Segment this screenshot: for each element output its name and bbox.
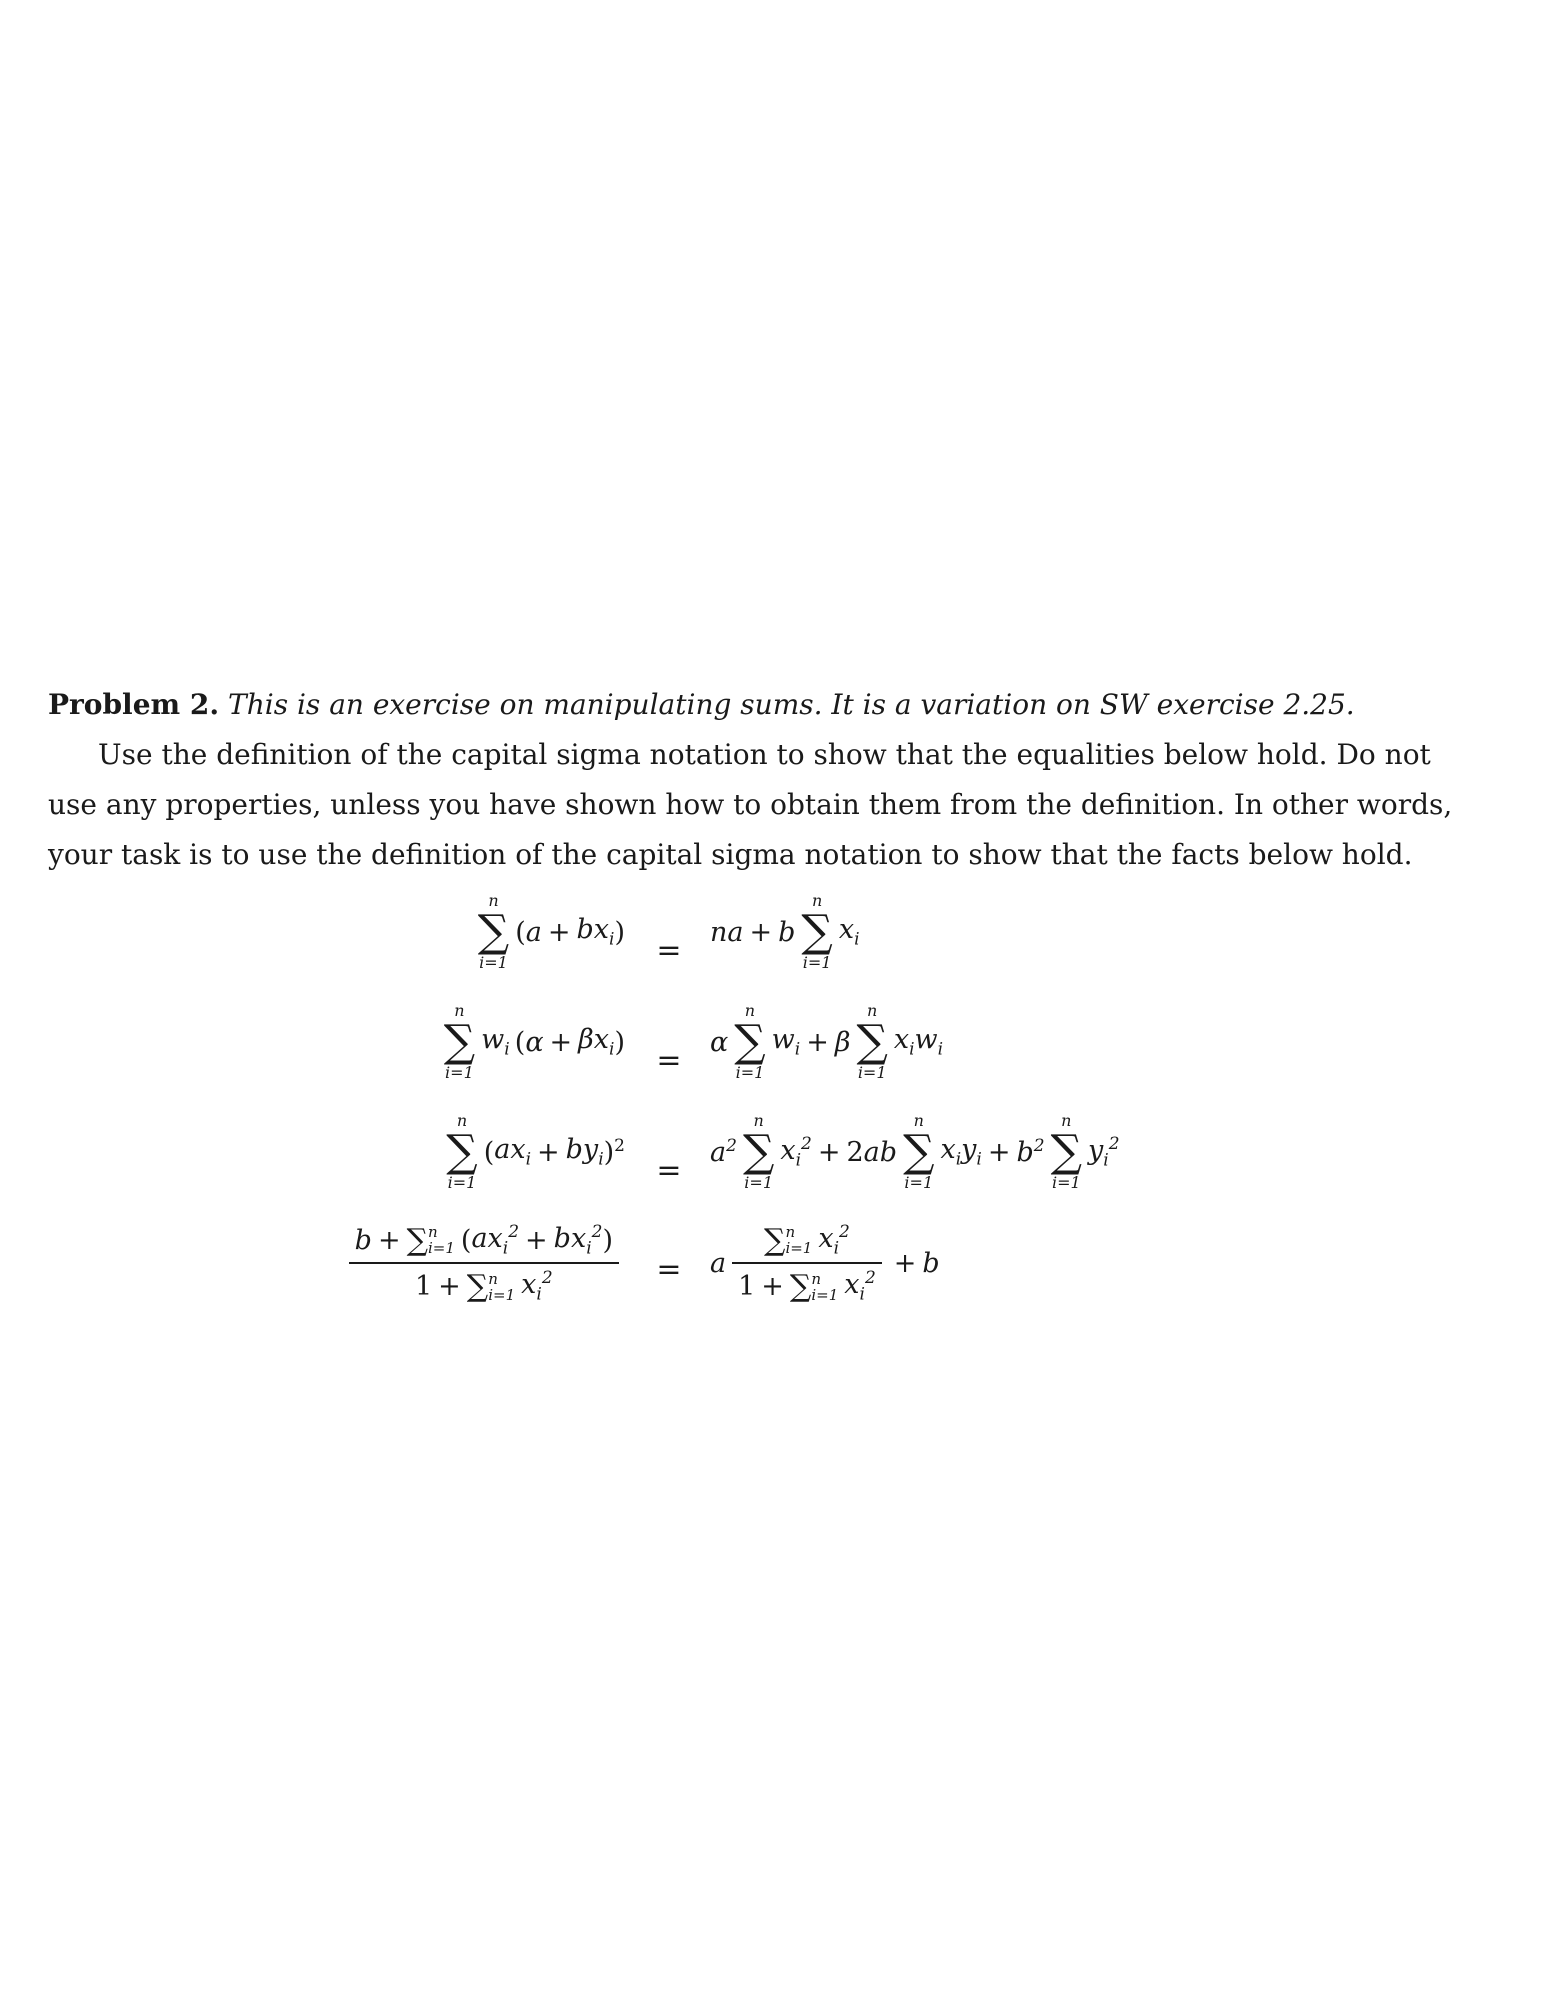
fraction: b + ∑ n i=1 ( $ax_i^2$ + $bx_i^2$ ) 1 + ∑ n i=1 $x_i^2$ bbox=[349, 1222, 619, 1305]
equation-4-rhs: a ∑ n i=1 $x_i^2$ 1 + ∑ n i=1 $x_i^2$ + b bbox=[710, 1222, 940, 1305]
equals-sign: = bbox=[656, 1043, 682, 1078]
sum-operator: n ∑ i=1 bbox=[856, 1001, 888, 1082]
sum-operator: n ∑ i=1 bbox=[742, 1111, 775, 1192]
sum-operator: n ∑ i=1 bbox=[801, 891, 833, 972]
equals-sign: = bbox=[656, 1252, 682, 1287]
equation-3-lhs: n ∑ i=1 ( $ax_i$ + $by_i$ )$^2$ bbox=[446, 1111, 625, 1192]
equation-3-rhs: $a^2$ n ∑ i=1 $x_i^2$ + 2 ab n ∑ i=1 $x_iy_i$ + $b^2$ n ∑ i=1 $y_i^2$ bbox=[710, 1111, 1120, 1192]
sum-operator: n ∑ i=1 bbox=[734, 1001, 766, 1082]
equation-1-rhs: na + b n ∑ i=1 $x_i$ bbox=[710, 891, 860, 972]
problem-label: Problem 2. bbox=[48, 688, 220, 721]
equation-2-rhs: α n ∑ i=1 $w_i$ + β n ∑ i=1 $x_iw_i$ bbox=[710, 1001, 944, 1082]
sum-operator: n ∑ i=1 bbox=[1050, 1111, 1083, 1192]
equation-4-lhs bbox=[343, 1222, 625, 1305]
problem-paragraph: Use the definition of the capital sigma notation to show that the equalities below hold. Do not use any properties, unless you have shown how to obtain them from the definition. In other words, your task is to use the definition of the capital sigma notation to show that the facts below hold. bbox=[48, 738, 1453, 871]
equals-sign: = bbox=[656, 933, 682, 968]
problem-intro: This is an exercise on manipulating sums. It is a variation on SW exercise 2.25. bbox=[228, 688, 1355, 721]
fraction: ∑ n i=1 $x_i^2$ 1 + ∑ n i=1 $x_i^2$ bbox=[732, 1222, 882, 1305]
equals-sign: = bbox=[656, 1153, 682, 1188]
sum-operator: n ∑ i=1 bbox=[443, 1001, 476, 1082]
equation-1-lhs: n ∑ i=1 ( a + $bx_i$ ) bbox=[477, 891, 625, 972]
equation-2-lhs: n ∑ i=1 $w_i$ ( α + $\beta x_i$ ) bbox=[443, 1001, 625, 1082]
sum-operator: n ∑ i=1 bbox=[446, 1111, 478, 1192]
sum-operator: n ∑ i=1 bbox=[477, 891, 510, 972]
sum-operator: n ∑ i=1 bbox=[903, 1111, 935, 1192]
